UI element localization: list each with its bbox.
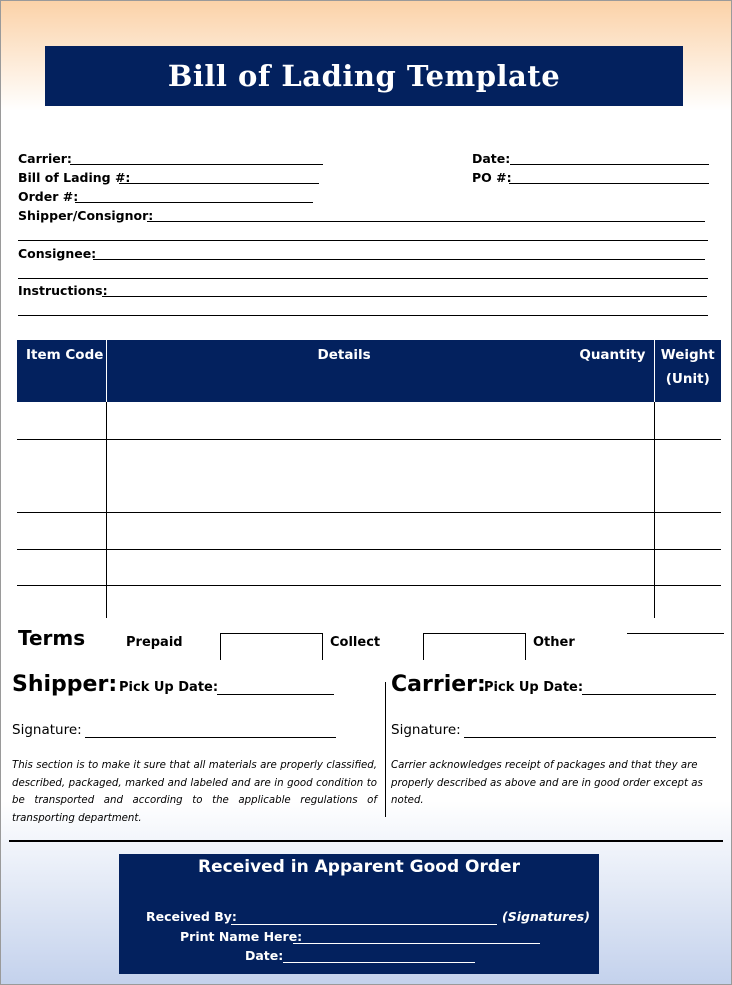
terms-heading: Terms — [18, 626, 86, 650]
col-item-code: Item Code — [17, 340, 106, 402]
col-weight-line1: Weight — [660, 347, 715, 363]
carrier-pickup-label: Pick Up Date: — [484, 680, 584, 695]
print-name-input-line[interactable] — [293, 943, 540, 944]
shipper-signature-label: Signature: — [12, 722, 82, 738]
signatures-note: (Signatures) — [502, 909, 590, 924]
cell-details[interactable] — [106, 402, 654, 439]
prepaid-box[interactable] — [220, 633, 323, 660]
consignee-input-line[interactable] — [93, 259, 705, 260]
other-input-line[interactable] — [627, 633, 724, 634]
carrier-label: Carrier: — [18, 151, 72, 166]
terms-collect-label: Collect — [330, 635, 381, 650]
received-title: Received in Apparent Good Order — [198, 857, 520, 877]
table-row — [17, 402, 721, 439]
items-table — [17, 340, 721, 618]
carrier-signature-input-line[interactable] — [464, 737, 716, 738]
cell-weight[interactable] — [654, 549, 721, 585]
received-by-input-line[interactable] — [231, 924, 497, 925]
instructions-extra-line[interactable] — [18, 315, 708, 316]
shipper-pickup-label: Pick Up Date: — [119, 680, 219, 695]
received-by-label: Received By: — [146, 909, 237, 924]
terms-other-label: Other — [533, 635, 575, 650]
table-row — [17, 439, 721, 512]
print-name-label: Print Name Here: — [180, 929, 303, 944]
cell-item-code[interactable] — [17, 585, 106, 618]
cell-weight[interactable] — [654, 402, 721, 439]
consignee-label: Consignee: — [18, 246, 97, 261]
section-divider — [385, 682, 386, 817]
cell-item-code[interactable] — [17, 439, 106, 512]
instructions-label: Instructions: — [18, 283, 108, 298]
cell-details[interactable] — [106, 512, 654, 549]
items-table-header — [17, 340, 721, 402]
date-label: Date: — [472, 151, 511, 166]
title-banner — [45, 46, 683, 106]
po-input-line[interactable] — [509, 183, 709, 184]
col-details: Details — [317, 347, 371, 363]
col-weight-line2: (Unit) — [665, 371, 710, 387]
carrier-input-line[interactable] — [70, 164, 323, 165]
date-input-line[interactable] — [510, 164, 709, 165]
table-row — [17, 549, 721, 585]
cell-details[interactable] — [106, 549, 654, 585]
shipper-heading: Shipper: — [12, 672, 118, 697]
shipper-pickup-input-line[interactable] — [217, 694, 334, 695]
shipper-consignor-input-line[interactable] — [147, 221, 705, 222]
table-row — [17, 585, 721, 618]
cell-details[interactable] — [106, 585, 654, 618]
bill-of-lading-label: Bill of Lading #: — [18, 170, 131, 185]
order-input-line[interactable] — [75, 202, 313, 203]
collect-box[interactable] — [423, 633, 526, 660]
shipper-note: This section is to make it sure that all materials are properly classified, described, packaged, marked and labeled and are in good condition to be transported and according to the applicable regulations of transporting department. — [12, 760, 377, 824]
bill-of-lading-input-line[interactable] — [119, 183, 319, 184]
bottom-divider — [9, 840, 723, 842]
shipper-consignor-extra-line[interactable] — [18, 240, 708, 241]
po-label: PO #: — [472, 170, 512, 185]
carrier-heading: Carrier: — [391, 672, 486, 697]
cell-item-code[interactable] — [17, 512, 106, 549]
terms-prepaid-label: Prepaid — [126, 635, 183, 650]
cell-details[interactable] — [106, 439, 654, 512]
shipper-consignor-label: Shipper/Consignor: — [18, 208, 154, 223]
cell-weight[interactable] — [654, 585, 721, 618]
table-row — [17, 512, 721, 549]
cell-weight[interactable] — [654, 512, 721, 549]
instructions-input-line[interactable] — [102, 296, 707, 297]
cell-item-code[interactable] — [17, 402, 106, 439]
col-quantity: Quantity — [579, 347, 646, 363]
received-date-label: Date: — [245, 948, 284, 963]
shipper-signature-input-line[interactable] — [85, 737, 336, 738]
carrier-note: Carrier acknowledges receipt of packages and that they are properly described as above and are in good order except as noted. — [391, 760, 703, 806]
page-title: Bill of Lading Template — [167, 59, 561, 93]
col-weight — [654, 340, 721, 402]
col-details-quantity — [106, 340, 654, 402]
received-date-input-line[interactable] — [283, 962, 475, 963]
received-box — [119, 854, 599, 974]
carrier-signature-label: Signature: — [391, 722, 461, 738]
consignee-extra-line[interactable] — [18, 278, 708, 279]
order-label: Order #: — [18, 189, 79, 204]
carrier-pickup-input-line[interactable] — [582, 694, 716, 695]
cell-weight[interactable] — [654, 439, 721, 512]
cell-item-code[interactable] — [17, 549, 106, 585]
